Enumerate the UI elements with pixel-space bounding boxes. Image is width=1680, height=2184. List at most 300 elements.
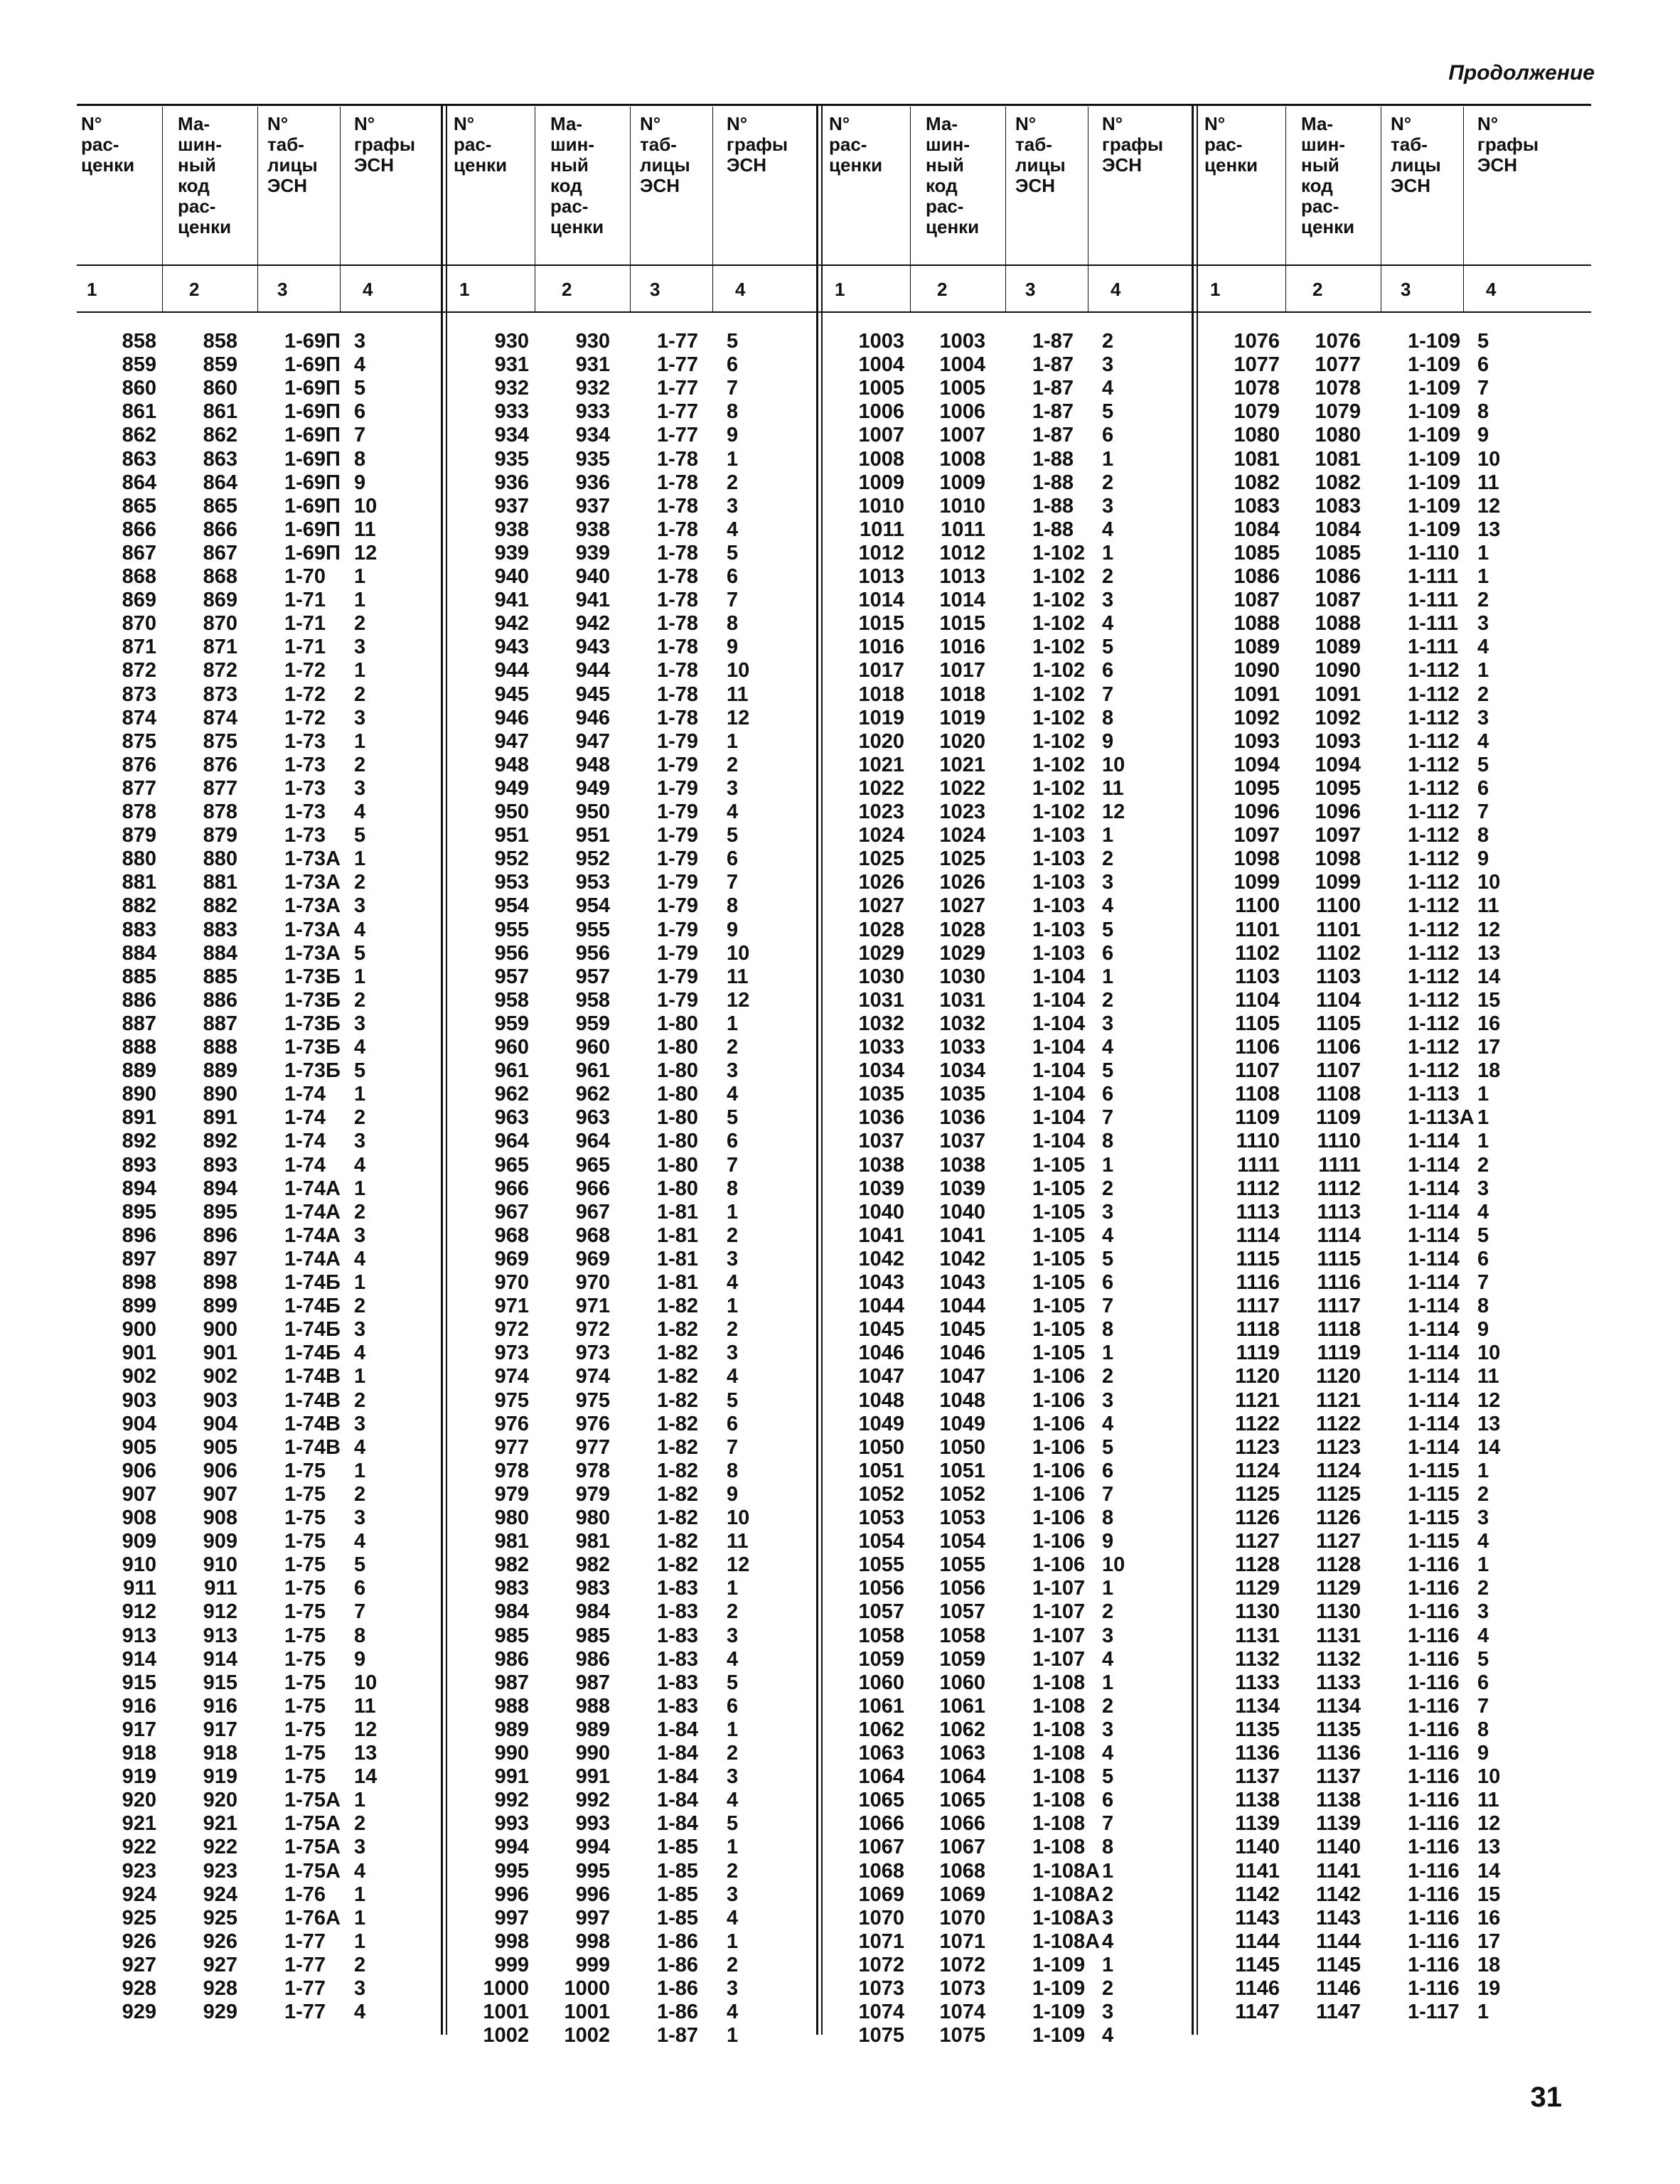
esn-column-number: 11 bbox=[1102, 776, 1124, 800]
esn-column-number: 4 bbox=[1102, 2024, 1114, 2048]
esn-table-number: 1-112 bbox=[1408, 729, 1460, 753]
machine-code: 1025 bbox=[939, 847, 985, 871]
rate-number: 945 bbox=[494, 682, 529, 706]
table-row bbox=[1200, 353, 1568, 377]
machine-code: 1053 bbox=[939, 1506, 985, 1529]
esn-column-number: 5 bbox=[1477, 753, 1489, 776]
table-row bbox=[825, 1224, 1193, 1248]
table-row bbox=[449, 377, 818, 400]
esn-table-number: 1-109 bbox=[1408, 330, 1461, 353]
machine-code: 983 bbox=[575, 1577, 610, 1600]
esn-column-number: 9 bbox=[354, 1647, 366, 1671]
esn-table-number: 1-112 bbox=[1408, 776, 1460, 800]
esn-table-number: 1-102 bbox=[1032, 682, 1086, 706]
rate-number: 875 bbox=[122, 729, 156, 753]
esn-table-number: 1-74В bbox=[284, 1435, 341, 1459]
table-row bbox=[1200, 1318, 1568, 1342]
esn-column-number: 1 bbox=[1102, 1671, 1114, 1694]
esn-column-number: 10 bbox=[1477, 1342, 1501, 1365]
esn-column-number: 10 bbox=[727, 659, 750, 682]
machine-code: 1146 bbox=[1316, 1977, 1361, 2000]
esn-table-number: 1-102 bbox=[1032, 589, 1086, 612]
esn-table-number: 1-109 bbox=[1408, 353, 1461, 377]
machine-code: 1095 bbox=[1315, 776, 1361, 800]
machine-code: 935 bbox=[575, 447, 610, 471]
table-row bbox=[449, 683, 818, 707]
machine-code: 892 bbox=[203, 1130, 237, 1153]
rate-number: 1037 bbox=[858, 1130, 904, 1153]
esn-table-number: 1-114 bbox=[1408, 1130, 1460, 1153]
esn-table-number: 1-108 bbox=[1032, 1812, 1086, 1836]
esn-table-number: 1-79 bbox=[657, 918, 699, 941]
table-row bbox=[1200, 847, 1568, 871]
esn-column-number: 3 bbox=[354, 1836, 366, 1859]
esn-table-number: 1-107 bbox=[1032, 1577, 1086, 1600]
rate-number: 948 bbox=[494, 753, 529, 776]
esn-table-number: 1-86 bbox=[657, 2001, 699, 2024]
table-row bbox=[1200, 1083, 1568, 1106]
esn-table-number: 1-78 bbox=[657, 636, 699, 659]
rate-number: 884 bbox=[122, 941, 156, 965]
esn-table-number: 1-73А bbox=[284, 847, 341, 871]
machine-code: 991 bbox=[575, 1765, 610, 1789]
esn-column-number: 3 bbox=[354, 1412, 366, 1435]
rate-number: 1134 bbox=[1235, 1694, 1280, 1718]
esn-column-number: 10 bbox=[1477, 447, 1501, 471]
rate-number: 896 bbox=[122, 1224, 156, 1247]
esn-column-number: 2 bbox=[727, 1953, 739, 1976]
rate-number: 973 bbox=[494, 1342, 529, 1365]
esn-column-number: 7 bbox=[727, 871, 739, 894]
machine-code: 876 bbox=[203, 753, 237, 776]
machine-code: 1039 bbox=[939, 1177, 985, 1200]
esn-table-number: 1-116 bbox=[1408, 1812, 1460, 1836]
esn-column-number: 4 bbox=[354, 1530, 366, 1553]
machine-code: 959 bbox=[575, 1012, 610, 1035]
table-row bbox=[77, 1742, 445, 1765]
table-row bbox=[77, 2001, 445, 2024]
machine-code: 888 bbox=[203, 1036, 237, 1059]
esn-column-number: 6 bbox=[727, 847, 739, 871]
esn-column-number: 1 bbox=[354, 565, 366, 588]
table-row bbox=[77, 1883, 445, 1907]
esn-column-number: 16 bbox=[1477, 1906, 1501, 1929]
rate-number: 1145 bbox=[1235, 1953, 1280, 1976]
esn-table-number: 1-88 bbox=[1032, 518, 1074, 541]
rate-number: 977 bbox=[494, 1435, 529, 1459]
esn-table-number: 1-78 bbox=[657, 447, 699, 471]
esn-column-number: 12 bbox=[354, 1718, 378, 1741]
esn-table-number: 1-69П bbox=[284, 494, 341, 518]
esn-column-number: 2 bbox=[354, 1295, 366, 1318]
machine-code: 937 bbox=[575, 494, 610, 518]
esn-column-number: 5 bbox=[1102, 1765, 1114, 1789]
rate-number: 966 bbox=[494, 1177, 529, 1200]
rate-number: 861 bbox=[122, 400, 156, 424]
esn-table-number: 1-108 bbox=[1032, 1789, 1086, 1812]
machine-code: 1147 bbox=[1316, 2001, 1361, 2024]
esn-column-number: 10 bbox=[1102, 753, 1125, 776]
esn-table-number: 1-75А bbox=[284, 1789, 341, 1812]
esn-table-number: 1-106 bbox=[1032, 1412, 1086, 1435]
esn-table-number: 1-111 bbox=[1408, 612, 1458, 636]
esn-column-number: 10 bbox=[1477, 871, 1501, 894]
esn-column-number: 5 bbox=[1102, 1059, 1114, 1083]
header-column-rule bbox=[1285, 107, 1286, 311]
machine-code: 1120 bbox=[1316, 1365, 1361, 1388]
rate-number: 987 bbox=[494, 1671, 529, 1694]
esn-table-number: 1-102 bbox=[1032, 565, 1086, 588]
esn-column-number: 6 bbox=[727, 353, 739, 377]
esn-column-number: 8 bbox=[727, 400, 739, 424]
machine-code: 1087 bbox=[1315, 589, 1361, 612]
esn-table-number: 1-75 bbox=[284, 1718, 326, 1741]
header-col4: N° графы ЭСН bbox=[354, 113, 416, 176]
table-row bbox=[77, 636, 445, 659]
machine-code: 932 bbox=[575, 377, 610, 400]
esn-table-number: 1-109 bbox=[1408, 424, 1461, 447]
column-number: 1 bbox=[459, 279, 470, 300]
machine-code: 909 bbox=[203, 1530, 237, 1553]
esn-column-number: 3 bbox=[1477, 612, 1489, 636]
table-row bbox=[77, 471, 445, 495]
machine-code: 996 bbox=[575, 1883, 610, 1906]
machine-code: 986 bbox=[575, 1647, 610, 1671]
esn-column-number: 7 bbox=[1102, 1106, 1114, 1130]
table-row bbox=[449, 1036, 818, 1059]
esn-table-number: 1-82 bbox=[657, 1295, 699, 1318]
table-row bbox=[77, 1201, 445, 1224]
header-col4: N° графы ЭСН bbox=[1477, 113, 1539, 176]
esn-table-number: 1-78 bbox=[657, 682, 699, 706]
machine-code: 1022 bbox=[939, 776, 985, 800]
machine-code: 1062 bbox=[939, 1718, 985, 1741]
esn-column-number: 7 bbox=[1102, 1295, 1114, 1318]
table-row bbox=[1200, 1742, 1568, 1765]
machine-code: 954 bbox=[575, 894, 610, 918]
esn-column-number: 2 bbox=[1102, 1977, 1114, 2000]
table-row bbox=[1200, 1059, 1568, 1083]
table-row bbox=[449, 471, 818, 495]
esn-table-number: 1-106 bbox=[1032, 1388, 1086, 1412]
esn-column-number: 3 bbox=[727, 1624, 739, 1647]
esn-column-number: 4 bbox=[727, 801, 739, 823]
table-row bbox=[825, 1295, 1193, 1318]
esn-table-number: 1-114 bbox=[1408, 1365, 1460, 1388]
machine-code: 923 bbox=[203, 1859, 237, 1883]
esn-column-number: 3 bbox=[354, 894, 366, 918]
rate-number: 1125 bbox=[1235, 1482, 1280, 1506]
table-row bbox=[1200, 1342, 1568, 1365]
esn-column-number: 4 bbox=[1477, 636, 1489, 659]
rate-number: 976 bbox=[494, 1412, 529, 1435]
machine-code: 1143 bbox=[1316, 1906, 1361, 1929]
rate-number: 988 bbox=[494, 1694, 529, 1718]
esn-table-number: 1-75 bbox=[284, 1553, 326, 1577]
machine-code: 966 bbox=[575, 1177, 610, 1200]
rate-number: 1081 bbox=[1234, 447, 1280, 471]
machine-code: 1033 bbox=[939, 1036, 985, 1059]
esn-column-number: 4 bbox=[1477, 1624, 1489, 1647]
rate-number: 943 bbox=[494, 636, 529, 659]
esn-table-number: 1-114 bbox=[1408, 1177, 1460, 1200]
table-row bbox=[77, 1977, 445, 2001]
esn-column-number: 2 bbox=[354, 682, 366, 706]
rate-number: 992 bbox=[494, 1789, 529, 1812]
esn-table-number: 1-87 bbox=[1032, 353, 1074, 377]
machine-code: 985 bbox=[575, 1624, 610, 1647]
machine-code: 1029 bbox=[939, 941, 985, 965]
table-row bbox=[1200, 400, 1568, 424]
table-row bbox=[449, 1860, 818, 1883]
table-row bbox=[77, 495, 445, 518]
esn-table-number: 1-108А bbox=[1032, 1883, 1101, 1906]
column-number: 3 bbox=[277, 279, 288, 300]
rate-number: 989 bbox=[494, 1718, 529, 1741]
rate-number: 867 bbox=[122, 541, 156, 564]
machine-code: 1142 bbox=[1316, 1883, 1361, 1906]
rate-number: 894 bbox=[122, 1177, 156, 1200]
table-row bbox=[449, 424, 818, 447]
machine-code: 898 bbox=[203, 1271, 237, 1294]
machine-code: 1080 bbox=[1315, 424, 1361, 447]
esn-column-number: 3 bbox=[1102, 1718, 1114, 1741]
table-row bbox=[77, 400, 445, 424]
rate-number: 922 bbox=[122, 1836, 156, 1859]
esn-column-number: 11 bbox=[1477, 894, 1499, 918]
rate-number: 1005 bbox=[858, 377, 904, 400]
esn-column-number: 14 bbox=[1477, 1435, 1501, 1459]
esn-table-number: 1-71 bbox=[284, 612, 326, 636]
table-row bbox=[825, 1812, 1193, 1836]
rate-number: 961 bbox=[494, 1059, 529, 1083]
table-row bbox=[77, 1271, 445, 1295]
machine-code: 1036 bbox=[939, 1106, 985, 1130]
machine-code: 950 bbox=[575, 801, 610, 823]
esn-table-number: 1-109 bbox=[1408, 400, 1461, 424]
esn-table-number: 1-84 bbox=[657, 1765, 699, 1789]
esn-column-number: 11 bbox=[727, 965, 749, 988]
table-row bbox=[449, 636, 818, 659]
table-row bbox=[1200, 330, 1568, 353]
rate-number: 874 bbox=[122, 706, 156, 729]
esn-column-number: 3 bbox=[1477, 706, 1489, 729]
table-row bbox=[77, 659, 445, 682]
esn-table-number: 1-72 bbox=[284, 682, 326, 706]
rate-number: 917 bbox=[122, 1718, 156, 1741]
machine-code: 1110 bbox=[1317, 1130, 1361, 1153]
machine-code: 866 bbox=[203, 518, 237, 541]
table-row bbox=[825, 707, 1193, 730]
esn-column-number: 10 bbox=[354, 494, 378, 518]
esn-column-number: 8 bbox=[1102, 706, 1114, 729]
esn-table-number: 1-116 bbox=[1408, 1577, 1460, 1600]
rate-number: 921 bbox=[122, 1812, 156, 1836]
esn-column-number: 5 bbox=[727, 1812, 739, 1836]
esn-column-number: 1 bbox=[354, 1365, 366, 1388]
esn-table-number: 1-105 bbox=[1032, 1271, 1086, 1294]
machine-code: 1012 bbox=[939, 541, 985, 564]
table-row bbox=[449, 730, 818, 754]
table-row bbox=[825, 1954, 1193, 1977]
machine-code: 900 bbox=[203, 1318, 237, 1342]
esn-table-number: 1-78 bbox=[657, 541, 699, 564]
machine-code: 940 bbox=[575, 565, 610, 588]
esn-table-number: 1-76 bbox=[284, 1883, 326, 1906]
esn-table-number: 1-81 bbox=[657, 1247, 699, 1270]
table-row bbox=[1200, 777, 1568, 801]
esn-table-number: 1-79 bbox=[657, 894, 699, 918]
machine-code: 1088 bbox=[1315, 612, 1361, 636]
esn-column-number: 2 bbox=[354, 1953, 366, 1976]
esn-table-number: 1-112 bbox=[1408, 918, 1460, 941]
esn-table-number: 1-116 bbox=[1408, 1718, 1460, 1741]
esn-table-number: 1-79 bbox=[657, 776, 699, 800]
machine-code: 1137 bbox=[1316, 1765, 1361, 1789]
esn-table-number: 1-75 bbox=[284, 1577, 326, 1600]
table-row bbox=[449, 1812, 818, 1836]
esn-column-number: 7 bbox=[1477, 1271, 1489, 1294]
esn-table-number: 1-82 bbox=[657, 1412, 699, 1435]
esn-table-number: 1-114 bbox=[1408, 1271, 1460, 1294]
rate-number: 930 bbox=[494, 330, 529, 353]
rate-number: 903 bbox=[122, 1388, 156, 1412]
table-row bbox=[1200, 495, 1568, 518]
esn-table-number: 1-78 bbox=[657, 706, 699, 729]
rate-number: 1143 bbox=[1235, 1906, 1280, 1929]
rate-number: 1108 bbox=[1235, 1083, 1280, 1106]
table-row bbox=[449, 448, 818, 471]
esn-column-number: 4 bbox=[354, 1435, 366, 1459]
esn-column-number: 4 bbox=[354, 1342, 366, 1365]
esn-table-number: 1-82 bbox=[657, 1365, 699, 1388]
esn-column-number: 6 bbox=[1477, 1247, 1489, 1270]
rate-number: 955 bbox=[494, 918, 529, 941]
table-row bbox=[77, 1577, 445, 1600]
rate-number: 934 bbox=[494, 424, 529, 447]
table-row bbox=[1200, 730, 1568, 754]
rate-number: 997 bbox=[494, 1906, 529, 1929]
rate-number: 938 bbox=[494, 518, 529, 541]
table-row bbox=[449, 1295, 818, 1318]
machine-code: 1023 bbox=[939, 801, 985, 823]
table-row bbox=[77, 989, 445, 1012]
rate-number: 1062 bbox=[858, 1718, 904, 1741]
table-row bbox=[449, 1389, 818, 1413]
esn-column-number: 7 bbox=[1477, 1694, 1489, 1718]
machine-code: 1116 bbox=[1317, 1271, 1361, 1294]
table-row bbox=[1200, 1624, 1568, 1648]
esn-table-number: 1-73Б bbox=[284, 965, 341, 988]
machine-code: 1128 bbox=[1316, 1553, 1361, 1577]
table-row bbox=[449, 565, 818, 589]
esn-column-number: 12 bbox=[1477, 494, 1501, 518]
table-row bbox=[825, 589, 1193, 612]
machine-code: 1068 bbox=[939, 1859, 985, 1883]
esn-table-number: 1-116 bbox=[1408, 1600, 1460, 1624]
table-row bbox=[449, 1930, 818, 1954]
esn-column-number: 5 bbox=[354, 824, 366, 847]
rate-number: 931 bbox=[494, 353, 529, 377]
table-row bbox=[1200, 612, 1568, 636]
esn-table-number: 1-109 bbox=[1032, 1977, 1086, 2000]
esn-column-number: 3 bbox=[727, 494, 739, 518]
table-row bbox=[825, 1789, 1193, 1812]
machine-code: 1114 bbox=[1317, 1224, 1361, 1247]
esn-column-number: 2 bbox=[1102, 1600, 1114, 1624]
esn-table-number: 1-74А bbox=[284, 1247, 341, 1270]
table-row bbox=[77, 1907, 445, 1930]
rate-number: 1027 bbox=[858, 894, 904, 918]
esn-column-number: 4 bbox=[1102, 1036, 1114, 1059]
machine-code: 1141 bbox=[1316, 1859, 1361, 1883]
rate-number: 1036 bbox=[858, 1106, 904, 1130]
machine-code: 1097 bbox=[1315, 824, 1361, 847]
machine-code: 1086 bbox=[1315, 565, 1361, 588]
rate-number: 1042 bbox=[858, 1247, 904, 1270]
machine-code: 974 bbox=[575, 1365, 610, 1388]
esn-column-number: 1 bbox=[1102, 965, 1114, 988]
machine-code: 933 bbox=[575, 400, 610, 424]
table-row bbox=[1200, 754, 1568, 777]
rate-number: 1009 bbox=[858, 471, 904, 494]
esn-table-number: 1-69П bbox=[284, 400, 341, 424]
machine-code: 1032 bbox=[939, 1012, 985, 1035]
esn-table-number: 1-116 bbox=[1408, 1553, 1460, 1577]
rate-number: 939 bbox=[494, 541, 529, 564]
machine-code: 942 bbox=[575, 612, 610, 636]
table-row bbox=[77, 377, 445, 400]
esn-table-number: 1-114 bbox=[1408, 1295, 1460, 1318]
table-row bbox=[77, 1224, 445, 1248]
table-row bbox=[449, 965, 818, 989]
rate-number: 1013 bbox=[858, 565, 904, 588]
esn-table-number: 1-75 bbox=[284, 1506, 326, 1529]
header-col2: Ма- шин- ный код рас- ценки bbox=[550, 113, 604, 237]
esn-column-number: 3 bbox=[727, 1765, 739, 1789]
rate-number: 1045 bbox=[858, 1318, 904, 1342]
esn-column-number: 1 bbox=[354, 1883, 366, 1906]
table-row bbox=[825, 1318, 1193, 1342]
table-row bbox=[825, 1648, 1193, 1671]
rate-number: 1044 bbox=[858, 1295, 904, 1318]
rate-number: 908 bbox=[122, 1506, 156, 1529]
rate-number: 960 bbox=[494, 1036, 529, 1059]
table-row bbox=[825, 612, 1193, 636]
rate-number: 876 bbox=[122, 753, 156, 776]
rate-number: 1114 bbox=[1236, 1224, 1280, 1247]
rate-number: 1122 bbox=[1235, 1412, 1280, 1435]
table-row bbox=[825, 1413, 1193, 1436]
esn-table-number: 1-77 bbox=[657, 330, 699, 353]
rate-number: 1113 bbox=[1236, 1200, 1280, 1224]
rate-number: 1020 bbox=[858, 729, 904, 753]
machine-code: 1076 bbox=[1315, 330, 1361, 353]
table-row bbox=[449, 1671, 818, 1695]
esn-table-number: 1-111 bbox=[1408, 636, 1458, 659]
machine-code: 1001 bbox=[564, 2001, 610, 2024]
esn-column-number: 1 bbox=[1477, 1459, 1489, 1482]
rate-number: 979 bbox=[494, 1482, 529, 1506]
machine-code: 984 bbox=[575, 1600, 610, 1624]
esn-table-number: 1-82 bbox=[657, 1482, 699, 1506]
machine-code: 1066 bbox=[939, 1812, 985, 1836]
rate-number: 953 bbox=[494, 871, 529, 894]
machine-code: 1037 bbox=[939, 1130, 985, 1153]
esn-column-number: 3 bbox=[1102, 1012, 1114, 1035]
machine-code: 1111 bbox=[1318, 1153, 1361, 1177]
table-row bbox=[449, 1106, 818, 1130]
